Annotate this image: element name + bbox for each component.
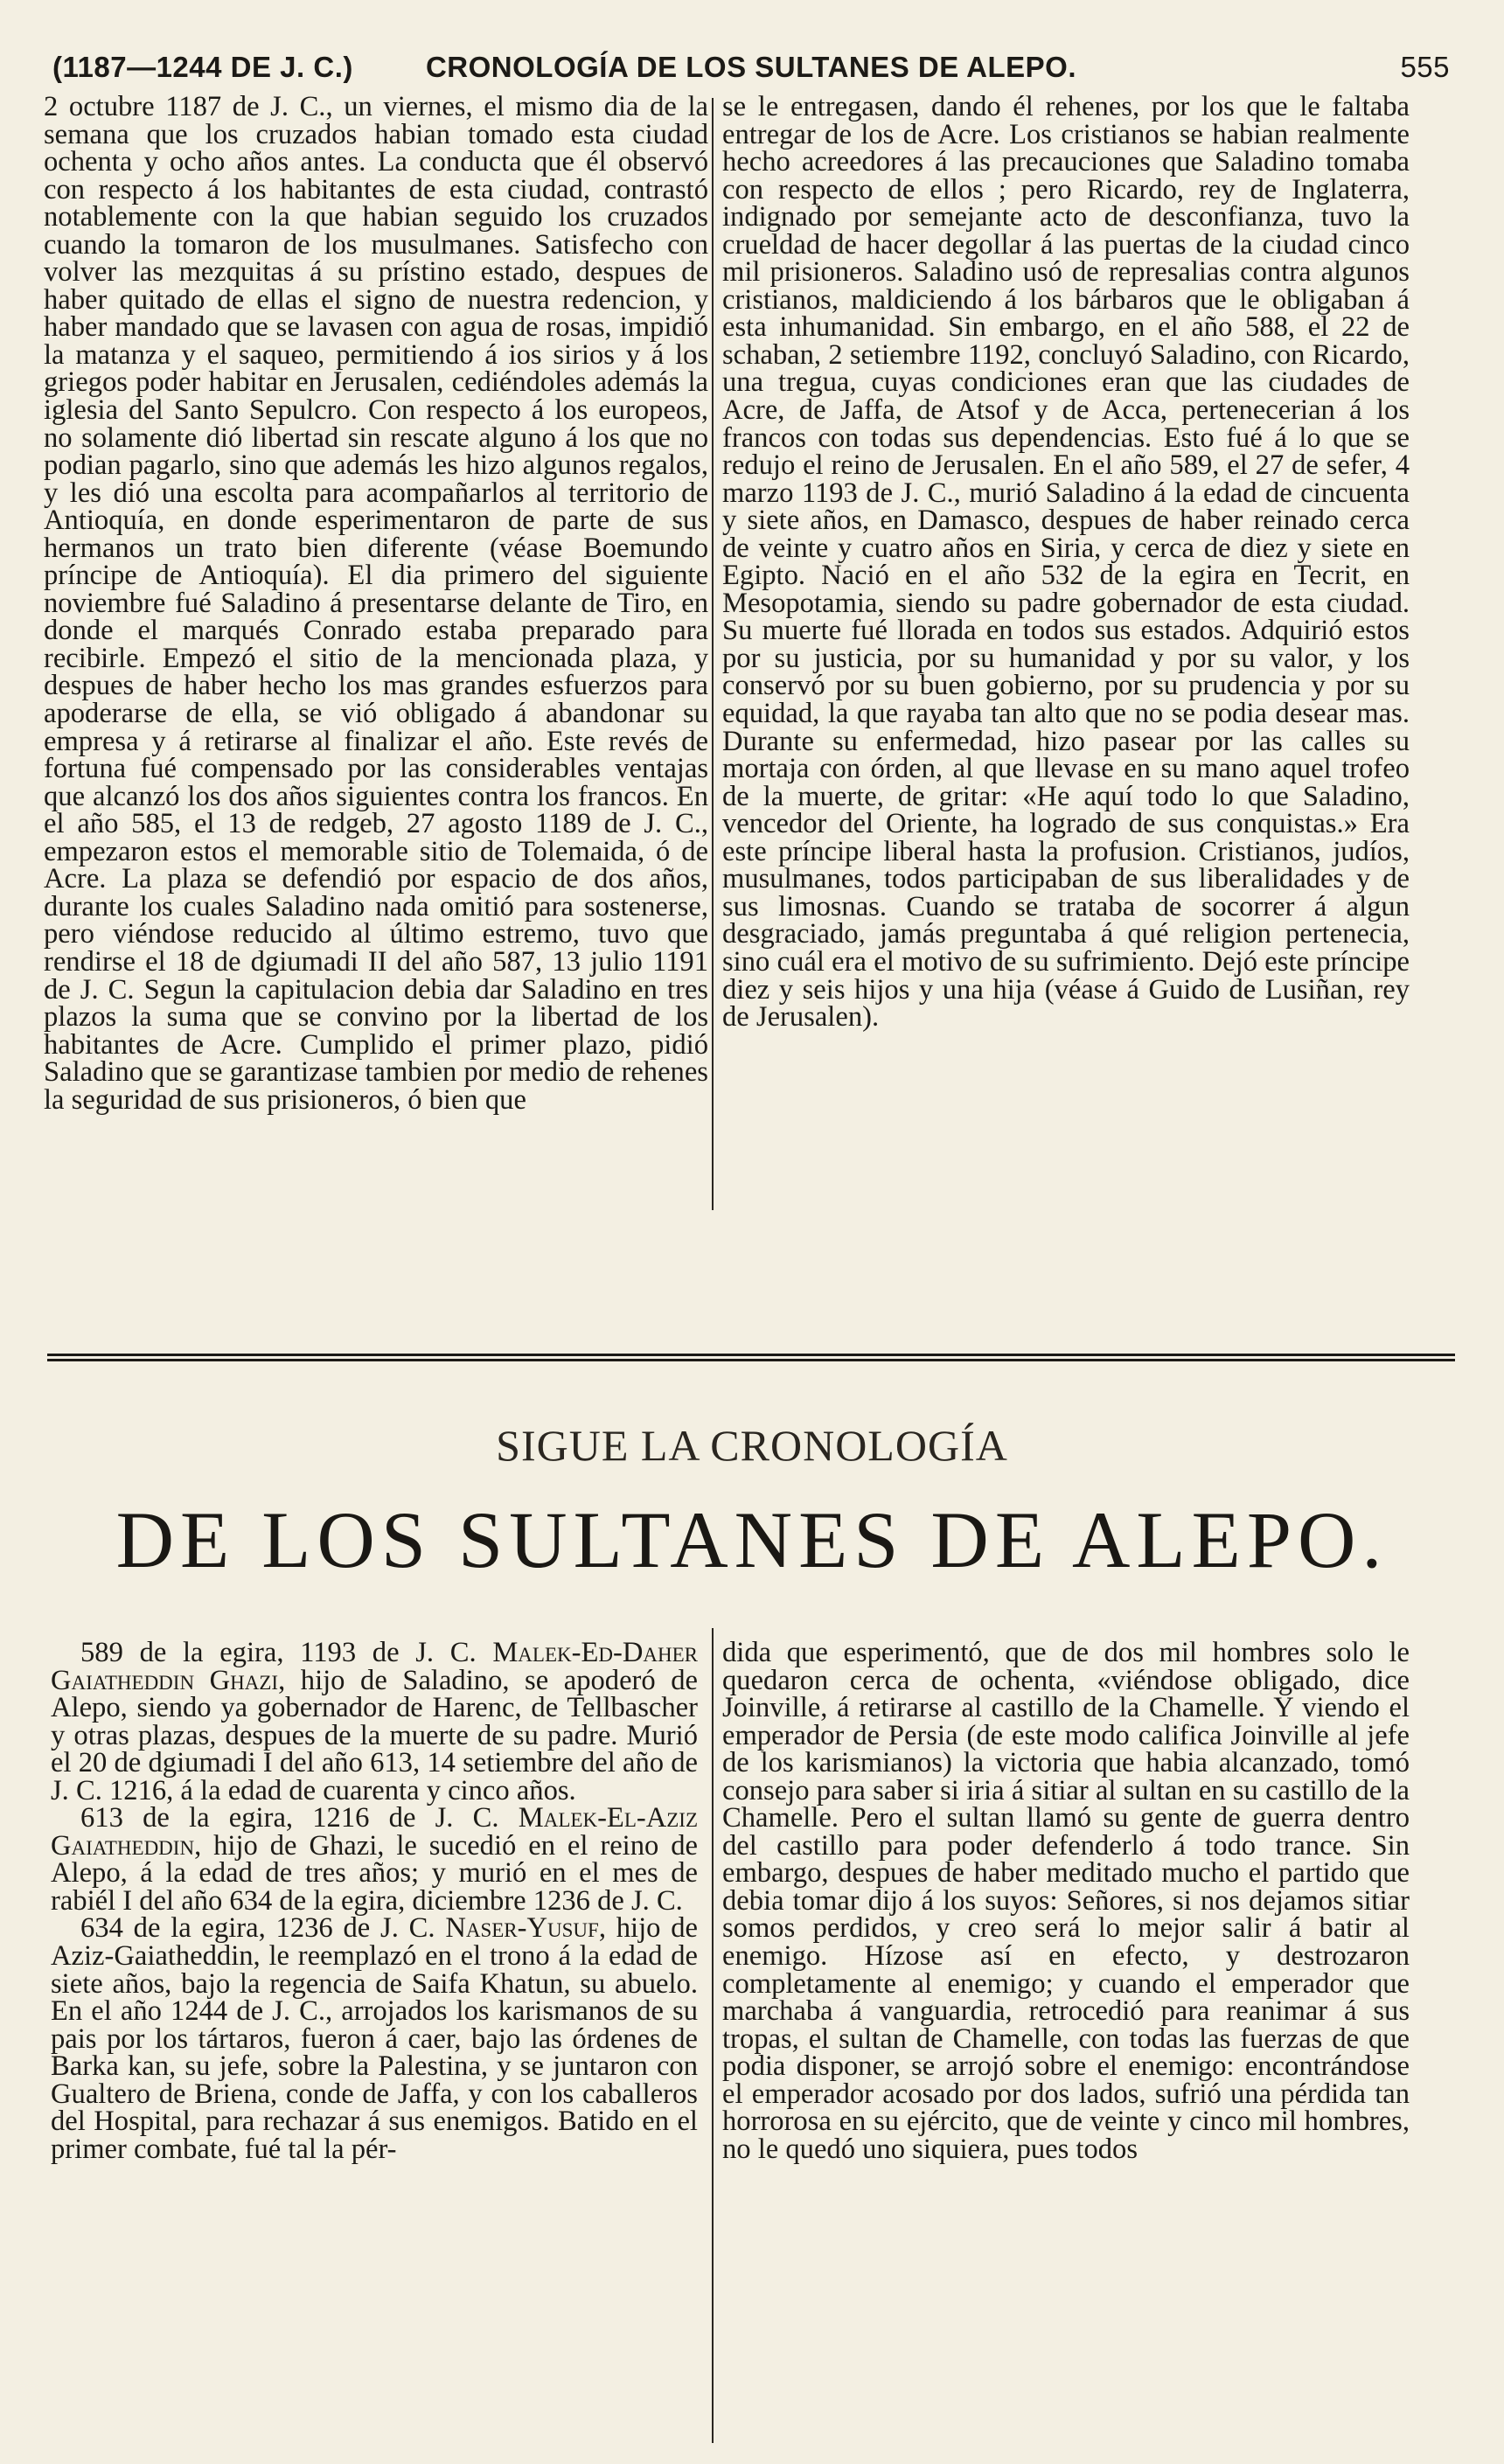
entry-text: , hijo de Saladino, se apoderó de Alepo, siendo ya gobernador de Harenc, de Tellbascher y otras plazas, despues de la muerte de su padre. Murió el 20 de dgiumadi I del año 613, 14 setiembre del año de J. C. 1216, á la edad de cuarenta y cinco años. xyxy=(51,1664,699,1806)
entry-date: 634 de la egira, 1236 de J. C. xyxy=(80,1912,435,1945)
chronology-entry xyxy=(51,1802,698,1917)
entry-date: 589 de la egira, 1193 de J. C. xyxy=(80,1637,477,1668)
chronology-entry xyxy=(51,1639,698,1805)
entry-text: , hijo de Ghazi, le sucedió en el reino de Alepo, á la edad de tres años; y murió en el mes de rabiél I del año 634 de la egira, diciembre 1236 de J. C. xyxy=(51,1829,698,1917)
ruler-name: Naser-Yusuf xyxy=(445,1912,599,1945)
entry-text: , hijo de Aziz-Gaiatheddin, le reemplazó en el trono á la edad de siete años, bajo la regencia de Saifa Khatun, su abuelo. En el año 1244 de J. C., arrojados los karismanos de su pais por los tártaros, fueron á caer, bajo las órdenes de Barka kan, su jefe, sobre la Palestina, y se juntaron con Gualtero de Briena, conde de Jaffa, y con los caballeros del Hospital, para rechazar á sus enemigos. Batido en el primer combate, fué tal la pér- xyxy=(51,1912,698,2165)
column-divider xyxy=(712,98,714,1210)
bottom-left-column xyxy=(51,1639,698,2453)
chronology-entry xyxy=(51,1912,698,2165)
column-text: se le entregasen, dando él rehenes, por los que le faltaba entregar de los de Acre. Los cristianos se habian realmente hecho acreedores á las precauciones que Saladino tomaba con respecto de ellos ; pero Ricardo, rey de Inglaterra, indignado por semejante acto de desconfianza, tuvo la crueldad de hacer degollar á las puertas de la ciudad cinco mil prisioneros. Saladino usó de represalias contra algunos cristianos, maldiciendo á los bárbaros que le obligaban á esta inhumanidad. Sin embargo, en el año 588, el 22 de schaban, 2 setiembre 1192, concluyó Saladino, con Ricardo, una tregua, cuyas condiciones eran que las ciudades de Acre, de Jaffa, de Atsof y de Acca, pertenecerian á los francos con todas sus dependencias. Esto fué á lo que se redujo el reino de Jerusalen. En el año 589, el 27 de sefer, 4 marzo 1193 de J. C., murió Saladino á la edad de cincuenta y siete años, en Damasco, despues de haber reinado cerca de veinte y cuatro años en Siria, y cerca de diez y siete en Egipto. Nació en el año 532 de la egira en Tecrit, en Mesopotamia, siendo su padre gobernador de esta ciudad. Su muerte fué llorada en todos sus estados. Adquirió estos por su justicia, por su humanidad y por su valor, y los conservó por su buen gobierno, por su prudencia y por su equidad, la que rayaba tan alto que no se podia desear mas. Durante su enfermedad, hizo pasear por las calles su mortaja con órden, al que llevase en su mano aquel trofeo de la muerte, de gritar: «He aquí todo lo que Saladino, vencedor del Oriente, ha logrado de sus conquistas.» Era este príncipe liberal hasta la profusion. Cristianos, judíos, musulmanes, todos participaban de sus liberalidades y de sus limosnas. Cuando se trataba de socorrer á algun desgraciado, jamás preguntaba á qué religion pertenecia, sino cuál era el motivo de su sufrimiento. Dejó este príncipe diez y seis hijos y una hija (véase á Guido de Lusiñan, rey de Jerusalen). xyxy=(722,91,1410,1034)
ruler-name: Malek-Ed-Daher Gaiatheddin Ghazi xyxy=(51,1637,698,1696)
header-date-range: (1187—1244 DE J. C.) xyxy=(52,51,353,83)
section-separator xyxy=(47,1354,1455,1361)
running-header xyxy=(52,45,1450,87)
bottom-right-column xyxy=(722,1639,1410,2453)
section-title-line-2: DE LOS SULTANES DE ALEPO. xyxy=(115,1495,1389,1584)
top-right-column xyxy=(722,91,1410,1143)
column-text: 2 octubre 1187 de J. C., un viernes, el mismo dia de la semana que los cruzados habian tomado esta ciudad ochenta y ocho años antes. La conducta que él observó con respecto á los habitantes de esta ciudad, contrastó notablemente con la que habian seguido los cruzados cuando la tomaron de los musulmanes. Satisfecho con volver las mezquitas á su prístino estado, despues de haber quitado de ellas el signo de nuestra redencion, y haber mandado que se lavasen con agua de rosas, impidió la matanza y el saqueo, permitiendo á ios sirios y á los griegos poder habitar en Jerusalen, cediéndoles además la iglesia del Santo Sepulcro. Con respecto á los europeos, no solamente dió libertad sin rescate alguno á los que no podian pagarlo, sino que además les hizo algunos regalos, y les dió una escolta para acompañarlos al territorio de Antioquía, en donde esperimentaron de parte de sus hermanos un trato bien diferente (véase Boemundo príncipe de Antioquía). El dia primero del siguiente noviembre fué Saladino á presentarse delante de Tiro, en donde el marqués Conrado estaba preparado para recibirle. Empezó el sitio de la mencionada plaza, y despues de haber hecho los mas grandes esfuerzos para apoderarse de ella, se vió obligado á abandonar su empresa y á retirarse al finalizar el año. Este revés de fortuna fué compensado por las considerables ventajas que alcanzó los dos años siguientes contra los francos. En el año 585, el 13 de redgeb, 27 agosto 1189 de J. C., empezaron estos el memorable sitio de Tolemaida, ó de Acre. La plaza se defendió por espacio de dos años, durante los cuales Saladino nada omitió para sostenerse, pero viéndose reducido al último estremo, tuvo que rendirse el 18 de dgiumadi II del año 587, 13 julio 1191 de J. C. Segun la capitulacion debia dar Saladino en tres plazos la suma que se convino por la libertad de los habitantes de Acre. Cumplido el primer plazo, pidió Saladino que se garantizase tambien por medio de rehenes la seguridad de sus prisioneros, ó bien que xyxy=(44,91,708,1116)
entry-date: 613 de la egira, 1216 de J. C. xyxy=(80,1802,499,1834)
section-title-line-1: SIGUE LA CRONOLOGÍA xyxy=(496,1421,1008,1470)
page-number: 555 xyxy=(1400,51,1450,83)
column-divider xyxy=(712,1628,714,2443)
header-title: CRONOLOGÍA DE LOS SULTANES DE ALEPO. xyxy=(425,51,1077,83)
column-text: dida que esperimentó, que de dos mil hombres solo le quedaron cerca de ochenta, «viéndose obligado, dice Joinville, á retirarse al castillo de la Chamelle. Y viendo el emperador de Persia (de este modo califica Joinville al jefe de los karismianos) la victoria que habia alcanzado, tomó consejo para saber si iria á sitiar al sultan en su castillo de la Chamelle. Pero el sultan llamó su gente de guerra dentro del castillo para poder defenderlo á todo trance. Sin embargo, despues de haber meditado mucho el partido que debia tomar dijo á los suyos: Señores, si nos dejamos sitiar somos perdidos, y creo será lo mejor salir á batir al enemigo. Hízose así en efecto, y destrozaron completamente al enemigo; y cuando el emperador que marchaba á vanguardia, retrocedió para reanimar á sus tropas, el sultan de Chamelle, con todas las fuerzas de que podia disponer, se arrojó sobre el enemigo: encontrándose el emperador acosado por dos lados, sufrió una pérdida tan horrorosa en su ejército, que de veinte y cinco mil hombres, no le quedó uno siquiera, pues todos xyxy=(722,1637,1410,2165)
ruler-name: Malek-El-Aziz Gaiatheddin xyxy=(51,1802,698,1862)
top-left-column xyxy=(44,91,708,1222)
